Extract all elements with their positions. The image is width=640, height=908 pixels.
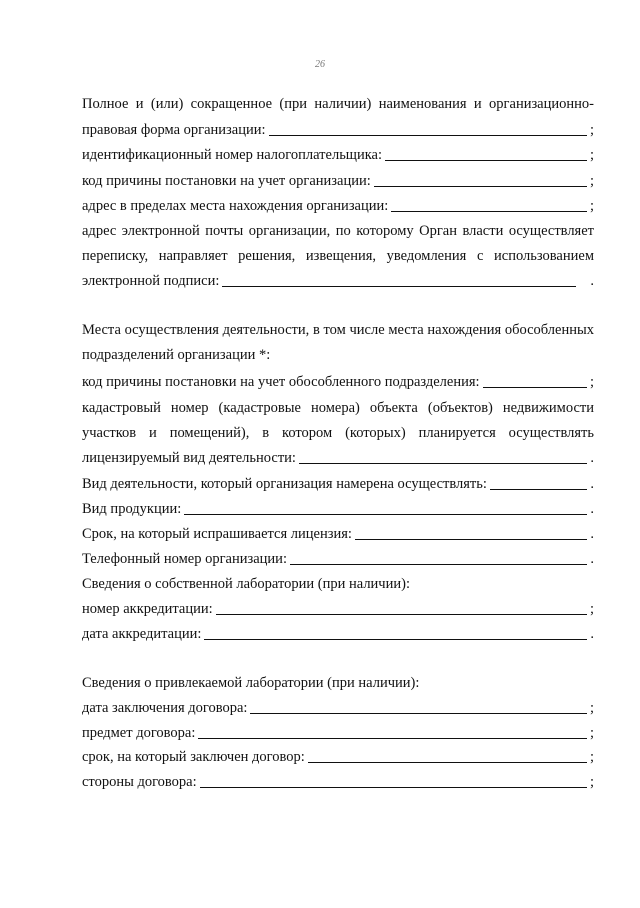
legal-form-field[interactable]: правовая форма организации: ; (82, 122, 594, 138)
licensed-activity-field[interactable]: лицензируемый вид деятельности: . (82, 450, 594, 466)
blank-line[interactable] (490, 488, 587, 490)
email-intro-line2: переписку, направляет решения, извещения, уведомления с использованием (82, 248, 594, 264)
org-name-intro: Полное и (или) сокращенное (при наличии) наименования и организационно- (82, 96, 594, 112)
field-label: Телефонный номер организации: (82, 551, 287, 567)
field-label: правовая форма организации: (82, 122, 266, 138)
own-lab-heading: Сведения о собственной лаборатории (при наличии): (82, 576, 410, 592)
accreditation-date-field[interactable]: дата аккредитации: . (82, 626, 594, 642)
blank-line[interactable] (391, 210, 587, 212)
product-type-field[interactable]: Вид продукции: . (82, 501, 594, 517)
field-label: стороны договора: (82, 774, 197, 790)
field-label: дата аккредитации: (82, 626, 202, 642)
field-label: идентификационный номер налогоплательщика: (82, 147, 383, 163)
field-label: Вид деятельности, который организация намерена осуществлять: (82, 476, 487, 492)
contract-subject-field[interactable]: предмет договора: ; (82, 725, 594, 741)
contract-term-field[interactable]: срок, на который заключен договор: ; (82, 749, 594, 765)
contract-parties-field[interactable]: стороны договора: ; (82, 774, 594, 790)
field-label: лицензируемый вид деятельности: (82, 450, 296, 466)
blank-line[interactable] (204, 638, 587, 640)
address-field[interactable]: адрес в пределах места нахождения организации: ; (82, 198, 594, 214)
activity-places-line2: подразделений организации *: (82, 347, 271, 363)
field-label: предмет договора: (82, 725, 196, 741)
phone-field[interactable]: Телефонный номер организации: . (82, 551, 594, 567)
license-term-field[interactable]: Срок, на который испрашивается лицензия: . (82, 526, 594, 542)
blank-line[interactable] (198, 737, 587, 739)
field-label: Вид продукции: (82, 501, 182, 517)
page-number: 26 (315, 59, 325, 70)
field-label: электронной подписи: (82, 273, 220, 289)
blank-line[interactable] (308, 761, 587, 763)
field-label: срок, на который заключен договор: (82, 749, 305, 765)
inn-field[interactable]: идентификационный номер налогоплательщика: ; (82, 147, 594, 163)
blank-line[interactable] (385, 159, 587, 161)
email-field[interactable]: электронной подписи: . (82, 273, 594, 289)
blank-line[interactable] (184, 513, 587, 515)
blank-line[interactable] (222, 285, 576, 287)
blank-line[interactable] (250, 712, 587, 714)
cadastral-line1: кадастровый номер (кадастровые номера) объекта (объектов) недвижимости (82, 400, 594, 416)
blank-line[interactable] (216, 613, 587, 615)
field-label: адрес в пределах места нахождения организации: (82, 198, 389, 214)
email-intro-line1: адрес электронной почты организации, по которому Орган власти осуществляет (82, 223, 594, 239)
blank-line[interactable] (355, 538, 587, 540)
field-label: Срок, на который испрашивается лицензия: (82, 526, 352, 542)
blank-line[interactable] (269, 134, 587, 136)
branch-kpp-field[interactable]: код причины постановки на учет обособленного подразделения: ; (82, 374, 594, 390)
contract-lab-heading: Сведения о привлекаемой лаборатории (при наличии): (82, 675, 420, 691)
field-label: код причины постановки на учет обособленного подразделения: (82, 374, 480, 390)
blank-line[interactable] (374, 185, 587, 187)
cadastral-line2: участков и помещений), в котором (которых) планируется осуществлять (82, 425, 594, 441)
field-label: номер аккредитации: (82, 601, 213, 617)
blank-line[interactable] (290, 563, 587, 565)
accreditation-number-field[interactable]: номер аккредитации: ; (82, 601, 594, 617)
kpp-field[interactable]: код причины постановки на учет организации: ; (82, 173, 594, 189)
blank-line[interactable] (299, 462, 587, 464)
field-label: код причины постановки на учет организации: (82, 173, 371, 189)
blank-line[interactable] (200, 786, 587, 788)
activity-type-field[interactable]: Вид деятельности, который организация намерена осуществлять: . (82, 476, 594, 492)
blank-line[interactable] (483, 386, 587, 388)
activity-places-line1: Места осуществления деятельности, в том числе места нахождения обособленных (82, 322, 594, 338)
contract-date-field[interactable]: дата заключения договора: ; (82, 700, 594, 716)
field-label: дата заключения договора: (82, 700, 248, 716)
